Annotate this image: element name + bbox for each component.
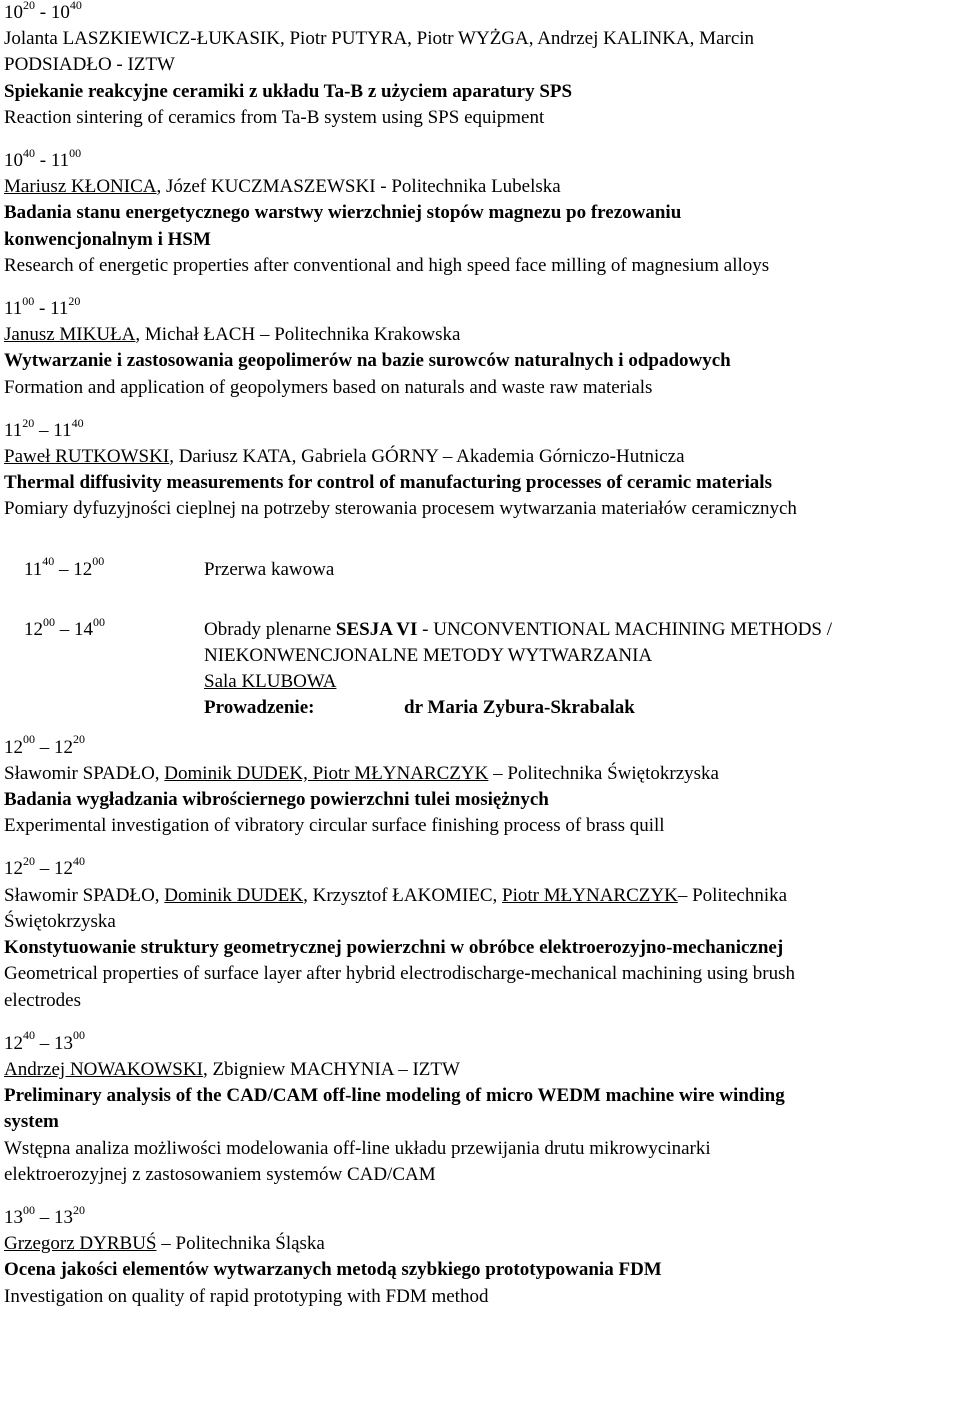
- time-slot: $11^{40} - 12^{00}$: [24, 554, 105, 580]
- presenting-author: Mariusz KŁONICA: [4, 176, 157, 198]
- talk-title-en: Research of energetic properties after conventional and high speed face milling of magnesium alloys: [4, 254, 770, 276]
- session-host: Prowadzenie: dr Maria Zybura-Skrabalak: [204, 697, 635, 719]
- authors: Janusz MIKUŁA, Michał ŁACH – Politechnika Krakowska: [4, 324, 461, 346]
- session-entry: [4, 0, 956, 131]
- talk-title-pl: Spiekanie reakcyjne ceramiki z układu Ta-B z użyciem aparatury SPS: [4, 80, 573, 102]
- time-slot: $12^{00} - 14^{00}$: [24, 614, 105, 640]
- talk-title-pl-cont: elektroerozyjnej z zastosowaniem systemów CAD/CAM: [4, 1163, 436, 1185]
- talk-title-en: Experimental investigation of vibratory circular surface finishing process of brass quill: [4, 815, 665, 837]
- plenary-session: [4, 614, 956, 722]
- session-entry: [4, 293, 956, 401]
- session-entry: [4, 145, 956, 279]
- session-entry: [4, 856, 956, 1013]
- talk-title-pl: Badania stanu energetycznego warstwy wierzchniej stopów magnezu po frezowaniu: [4, 202, 682, 224]
- authors: Jolanta LASZKIEWICZ-ŁUKASIK, Piotr PUTYRA, Piotr WYŻGA, Andrzej KALINKA, Marcin: [4, 28, 755, 50]
- session-entry: [4, 415, 956, 523]
- time-slot: $11^{00} - 11^{20}$: [4, 293, 81, 320]
- session-room: Sala KLUBOWA: [204, 671, 337, 693]
- talk-title-en: Preliminary analysis of the CAD/CAM off-line modeling of micro WEDM machine wire winding: [4, 1085, 785, 1107]
- talk-title-en: Thermal diffusivity measurements for control of manufacturing processes of ceramic materials: [4, 472, 772, 494]
- authors: Sławomir SPADŁO, Dominik DUDEK, Piotr MŁYNARCZYK – Politechnika Świętokrzyska: [4, 762, 719, 784]
- talk-title-en: Reaction sintering of ceramics from Ta-B system using SPS equipment: [4, 106, 545, 128]
- session-number: SESJA VI: [335, 618, 418, 640]
- authors: Andrzej NOWAKOWSKI, Zbigniew MACHYNIA – IZTW: [4, 1058, 460, 1080]
- time-slot: $11^{20} - 11^{40}$: [4, 415, 84, 441]
- presenting-author: Dominik DUDEK, Piotr MŁYNARCZYK: [164, 762, 489, 784]
- session-title: Obrady plenarne SESJA VI - UNCONVENTIONAL MACHINING METHODS /: [204, 618, 833, 640]
- time-slot: $10^{40} - 11^{00}$: [4, 145, 82, 172]
- authors: Paweł RUTKOWSKI, Dariusz KATA, Gabriela GÓRNY – Akademia Górniczo-Hutnicza: [4, 446, 685, 468]
- time-slot: $12^{00} - 12^{20}$: [4, 732, 85, 758]
- talk-title-en: Investigation on quality of rapid prototyping with FDM method: [4, 1285, 489, 1307]
- presenting-author: Piotr MŁYNARCZYK: [502, 884, 678, 906]
- break-label: Przerwa kawowa: [204, 558, 335, 580]
- talk-title-pl-cont: konwencjonalnym i HSM: [4, 228, 211, 250]
- session-title-pl: NIEKONWENCJONALNE METODY WYTWARZANIA: [204, 645, 653, 667]
- authors-affiliation: Świętokrzyska: [4, 910, 116, 932]
- presenting-author: Paweł RUTKOWSKI: [4, 446, 170, 468]
- talk-title-pl: Wstępna analiza możliwości modelowania off-line układu przewijania drutu mikrowycinarki: [4, 1137, 711, 1159]
- time-slot: $12^{40} - 13^{00}$: [4, 1028, 85, 1054]
- presenting-author: Dominik DUDEK: [164, 884, 304, 906]
- presenting-author: Grzegorz DYRBUŚ: [4, 1233, 157, 1255]
- session-entry: [4, 1028, 956, 1188]
- time-slot: $13^{00} - 13^{20}$: [4, 1202, 85, 1228]
- talk-title-en: Geometrical properties of surface layer after hybrid electrodischarge-mechanical machining using brush: [4, 963, 795, 985]
- coffee-break: [4, 554, 956, 583]
- authors: Sławomir SPADŁO, Dominik DUDEK, Krzysztof ŁAKOMIEC, Piotr MŁYNARCZYK– Politechnika: [4, 884, 788, 906]
- talk-title-pl: Wytwarzanie i zastosowania geopolimerów na bazie surowców naturalnych i odpadowych: [4, 350, 731, 372]
- authors-affiliation: PODSIADŁO - IZTW: [4, 54, 175, 76]
- talk-title-en-cont: electrodes: [4, 989, 82, 1011]
- presenting-author: Janusz MIKUŁA: [4, 324, 136, 346]
- talk-title-pl: Pomiary dyfuzyjności cieplnej na potrzeby sterowania procesem wytwarzania materiałów ceramicznych: [4, 498, 797, 520]
- talk-title-pl: Badania wygładzania wibrościernego powierzchni tulei mosiężnych: [4, 789, 549, 811]
- talk-title-pl: Konstytuowanie struktury geometrycznej powierzchni w obróbce elektroerozyjno-mechanicznej: [4, 937, 784, 959]
- talk-title-en-cont: system: [4, 1111, 59, 1133]
- authors: Mariusz KŁONICA, Józef KUCZMASZEWSKI - Politechnika Lubelska: [4, 176, 561, 198]
- time-slot: $12^{20} - 12^{40}$: [4, 854, 85, 880]
- session-entry: [4, 732, 956, 840]
- talk-title-pl: Ocena jakości elementów wytwarzanych metodą szybkiego prototypowania FDM: [4, 1259, 662, 1281]
- time-slot: $10^{20} - 10^{40}$: [4, 0, 82, 23]
- talk-title-en: Formation and application of geopolymers based on naturals and waste raw materials: [4, 376, 653, 398]
- presenting-author: Andrzej NOWAKOWSKI: [4, 1058, 203, 1080]
- session-entry: [4, 1202, 956, 1310]
- authors: Grzegorz DYRBUŚ – Politechnika Śląska: [4, 1233, 325, 1255]
